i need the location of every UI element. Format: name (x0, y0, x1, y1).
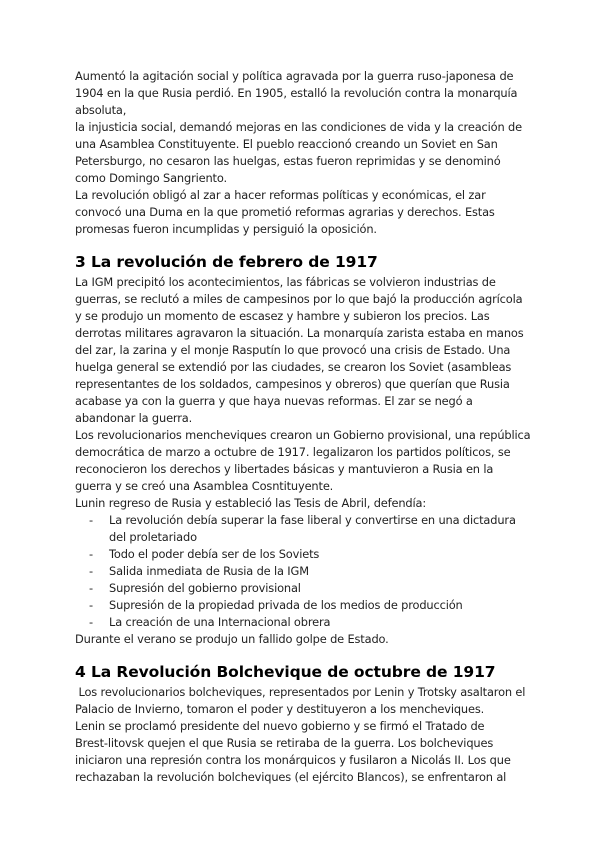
list-item (75, 597, 535, 614)
text-line: Petersburgo, no cesaron las huelgas, estas fueron reprimidas y se denominó (75, 154, 501, 168)
text-line: la injusticia social, demandó mejoras en las condiciones de vida y la creación de (75, 120, 522, 134)
text-line: 1904 en la que Rusia perdió. En 1905, estalló la revolución contra la monarquía (75, 86, 518, 100)
bullet-dash: - (89, 598, 93, 612)
text-line: rechazaban la revolución bolcheviques (el ejército Blancos), se enfrentaron al (75, 770, 507, 784)
section-heading-4: 4 La Revolución Bolchevique de octubre de 1917 (75, 663, 496, 681)
tesis-de-abril-list (75, 512, 535, 631)
text-line: convocó una Duma en la que prometió reformas agrarias y derechos. Estas (75, 205, 495, 219)
text-line: guerra y se creó una Asamblea Cosntituyente. (75, 479, 334, 493)
section-heading-3: 3 La revolución de febrero de 1917 (75, 253, 378, 271)
list-item (75, 546, 535, 563)
text-line: derrotas militares agravaron la situación. La monarquía zarista estaba en manos (75, 326, 524, 340)
text-line: acabase ya con la guerra y que haya nuevas reformas. El zar se negó a (75, 394, 473, 408)
text-line: Palacio de Invierno, tomaron el poder y destituyeron a los mencheviques. (75, 702, 485, 716)
list-item-text: Supresión de la propiedad privada de los medios de producción (109, 598, 463, 612)
text-line: y se produjo un momento de escasez y hambre y subieron los precios. Las (75, 309, 490, 323)
bullet-dash: - (89, 564, 93, 578)
text-line: La IGM precipitó los acontecimientos, las fábricas se volvieron industrias de (75, 275, 496, 289)
text-line: Aumentó la agitación social y política agravada por la guerra ruso-japonesa de (75, 69, 514, 83)
section-4-body (75, 684, 535, 786)
text-line: democrática de marzo a octubre de 1917. legalizaron los partidos políticos, se (75, 445, 511, 459)
text-line: Lenin se proclamó presidente del nuevo gobierno y se firmó el Tratado de (75, 719, 485, 733)
list-item-text: La revolución debía superar la fase liberal y convertirse en una dictadura (109, 513, 516, 527)
text-line: reconocieron los derechos y libertades básicas y mantuvieron a Rusia en la (75, 462, 494, 476)
text-line: Brest-litovsk quejen el que Rusia se retiraba de la guerra. Los bolcheviques (75, 736, 494, 750)
text-line: Los revolucionarios bolcheviques, representados por Lenin y Trotsky asaltaron el (75, 685, 526, 699)
list-item (75, 563, 535, 580)
document-page (75, 68, 535, 786)
text-line: del zar, la zarina y el monje Rasputín lo que provocó una crisis de Estado. Una (75, 343, 511, 357)
list-item-text: Todo el poder debía ser de los Soviets (109, 547, 320, 561)
list-item (75, 580, 535, 597)
bullet-dash: - (89, 581, 93, 595)
list-item (75, 614, 535, 631)
intro-paragraph (75, 68, 535, 238)
bullet-dash: - (89, 513, 93, 527)
list-item-text: Supresión del gobierno provisional (109, 581, 301, 595)
text-line: Lunin regreso de Rusia y estableció las Tesis de Abril, defendía: (75, 496, 427, 510)
list-item-text: del proletariado (109, 530, 197, 544)
section-3-body (75, 274, 535, 648)
text-line: promesas fueron incumplidas y persiguió la oposición. (75, 222, 377, 236)
text-line: como Domingo Sangriento. (75, 171, 227, 185)
text-line: abandonar la guerra. (75, 411, 193, 425)
bullet-dash: - (89, 547, 93, 561)
text-line: iniciaron una represión contra los monárquicos y fusilaron a Nicolás II. Los que (75, 753, 511, 767)
text-line: guerras, se reclutó a miles de campesinos por lo que bajó la producción agrícola (75, 292, 523, 306)
text-line: absoluta, (75, 103, 127, 117)
text-line: Durante el verano se produjo un fallido golpe de Estado. (75, 632, 389, 646)
text-line: huelga general se extendió por las ciudades, se crearon los Soviet (asambleas (75, 360, 512, 374)
list-item-text: Salida inmediata de Rusia de la IGM (109, 564, 309, 578)
text-line: representantes de los soldados, campesinos y obreros) que querían que Rusia (75, 377, 510, 391)
text-line: Los revolucionarios mencheviques crearon un Gobierno provisional, una república (75, 428, 531, 442)
bullet-dash: - (89, 615, 93, 629)
text-line: una Asamblea Constituyente. El pueblo reaccionó creando un Soviet en San (75, 137, 498, 151)
list-item-text: La creación de una Internacional obrera (109, 615, 331, 629)
list-item (75, 512, 535, 529)
text-line: La revolución obligó al zar a hacer reformas políticas y económicas, el zar (75, 188, 486, 202)
list-item-continuation (75, 529, 535, 546)
